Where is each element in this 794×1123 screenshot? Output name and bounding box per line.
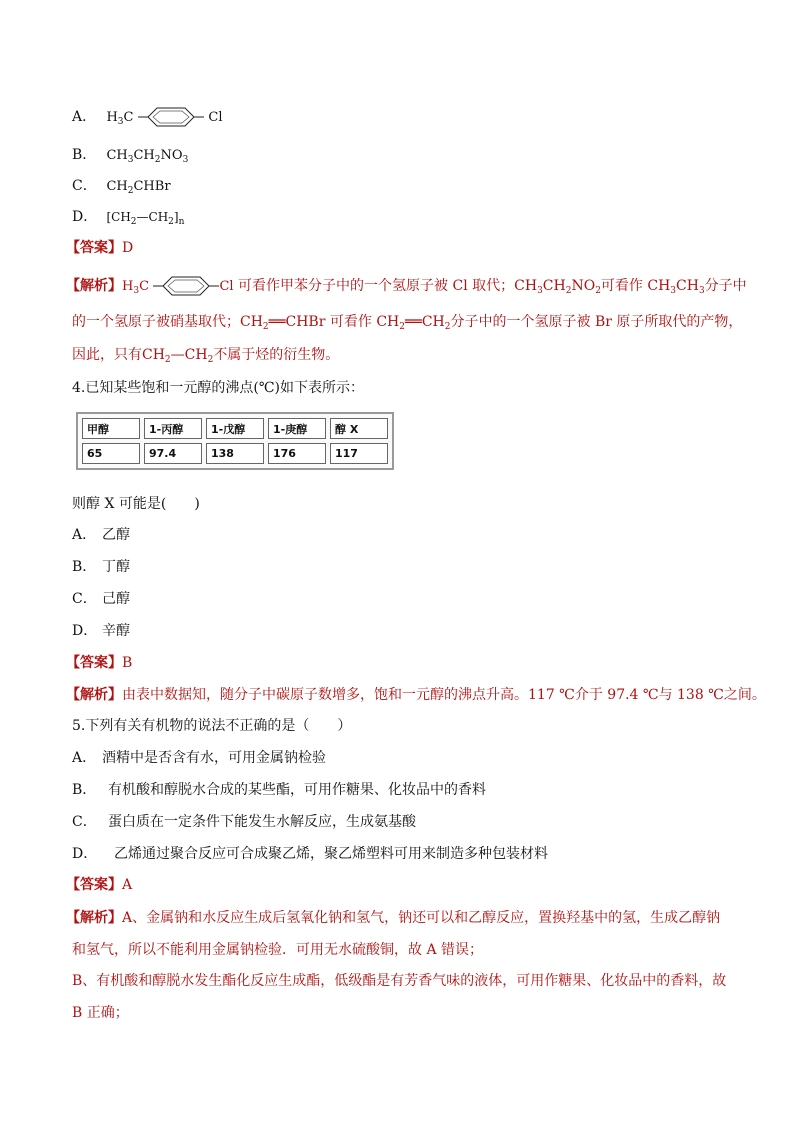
- q5-option-b: B． 有机酸和醇脱水合成的某些酯，可用作糖果、化妆品中的香料: [72, 782, 486, 798]
- q3-option-d: D． $[CH_2—CH_2]_n$: [72, 209, 185, 227]
- table-header-row: [82, 418, 388, 439]
- q3-analysis-line1: 【解析】$H_3C$ Cl 可看作甲苯分子中的一个氢原子被 Cl 取代；$CH_3CH_2NO_2$可看作 $CH_3CH_3$分子中: [66, 275, 747, 297]
- q3-option-c: C． $CH_2CHBr$: [72, 178, 171, 196]
- q5-option-c: C． 蛋白质在一定条件下能发生水解反应，生成氨基酸: [72, 814, 416, 830]
- q4-option-c: C． 己醇: [72, 591, 130, 607]
- q3-option-b: B． $CH_3CH_2NO_3$: [72, 147, 189, 165]
- boiling-point-table: [76, 412, 394, 470]
- q3-answer: [66, 238, 133, 258]
- table-cell: 176: [268, 443, 326, 464]
- table-header-cell: 1-庚醇: [268, 418, 326, 439]
- q5-analysis-line2: 和氢气，所以不能利用金属钠检验．可用无水硫酸铜，故 A 错误；: [72, 942, 484, 958]
- benzene-ring-icon: [138, 106, 204, 128]
- q4-question: 则醇 X 可能是( ): [72, 496, 200, 512]
- answer-label: 【答案】: [66, 240, 122, 256]
- q4-answer: 【答案】B: [66, 655, 133, 671]
- benzene-ring-icon: [153, 275, 219, 297]
- table-cell: 65: [82, 443, 140, 464]
- table-header-cell: 醇 X: [330, 418, 388, 439]
- table-header-cell: 1-戊醇: [206, 418, 264, 439]
- q4-option-b: B． 丁醇: [72, 559, 130, 575]
- q3-option-a: A． $H_3C$ Cl: [72, 106, 223, 128]
- q4-stem: 4.已知某些饱和一元醇的沸点(℃)如下表所示：: [72, 380, 364, 396]
- q3-analysis-line2: 的一个氢原子被硝基取代；$CH_2══CHBr$ 可看作 $CH_2══CH_2$分子中的一个氢原子被 Br 原子所取代的产物，: [72, 314, 743, 332]
- q5-analysis-line4: B 正确；: [72, 1005, 129, 1021]
- table-cell: 117: [330, 443, 388, 464]
- table-header-cell: 1-丙醇: [144, 418, 202, 439]
- q4-option-a: A． 乙醇: [72, 527, 130, 543]
- table-row: [82, 443, 388, 464]
- q5-analysis-line3: B、有机酸和醇脱水发生酯化反应生成酯，低级酯是有芳香气味的液体，可用作糖果、化妆品中的香料，故: [72, 973, 727, 989]
- q4-option-d: D． 辛醇: [72, 623, 130, 639]
- option-letter: A．: [72, 109, 97, 125]
- table-cell: 97.4: [144, 443, 202, 464]
- q5-option-d: D． 乙烯通过聚合反应可合成聚乙烯，聚乙烯塑料可用来制造多种包装材料: [72, 846, 548, 862]
- q3-analysis-line3: 因此，只有$CH_2—CH_2$不属于烃的衍生物。: [72, 347, 340, 365]
- q5-option-a: A． 酒精中是否含有水，可用金属钠检验: [72, 750, 326, 766]
- q4-analysis: 【解析】由表中数据知，随分子中碳原子数增多，饱和一元醇的沸点升高。117 ℃介于 97.4 ℃与 138 ℃之间。: [66, 687, 766, 703]
- q5-answer: 【答案】A: [66, 877, 133, 893]
- answer-value: D: [122, 240, 134, 256]
- q5-analysis-line1: 【解析】A、金属钠和水反应生成后氢氧化钠和氢气，钠还可以和乙醇反应，置换羟基中的氢，生成乙醇钠: [66, 910, 721, 926]
- table-header-cell: 甲醇: [82, 418, 140, 439]
- table-cell: 138: [206, 443, 264, 464]
- q5-stem: 5.下列有关有机物的说法不正确的是（ ）: [72, 718, 352, 734]
